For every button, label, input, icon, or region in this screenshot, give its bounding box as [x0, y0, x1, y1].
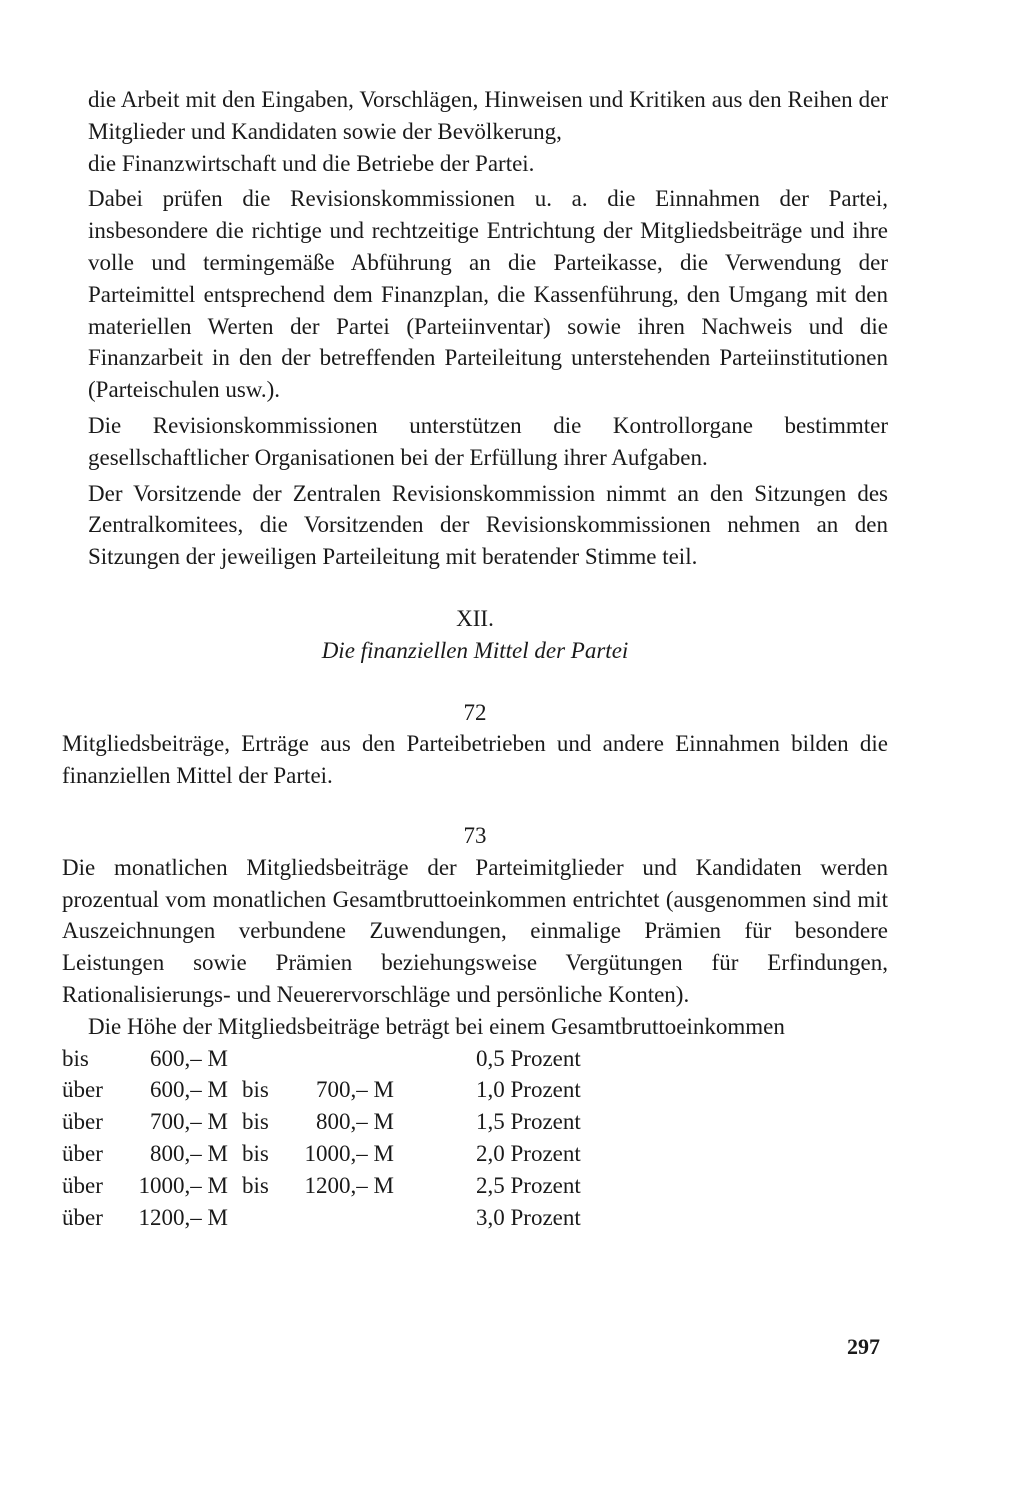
table-row — [62, 1138, 581, 1170]
table-row — [62, 1074, 581, 1106]
fee-from: 700,– M — [150, 1109, 228, 1135]
fee-table — [62, 1043, 581, 1234]
fee-prefix: bis — [62, 1045, 89, 1071]
list-item: die Arbeit mit den Eingaben, Vorschlägen, Hinweisen und Kritiken aus den Reihen der Mitglieder und Kandidaten sowie der Bevölkerung, — [88, 87, 888, 144]
fee-to: 1200,– M — [304, 1172, 394, 1198]
fee-prefix: über — [62, 1109, 103, 1135]
table-row — [62, 1106, 581, 1138]
fee-prefix: über — [62, 1172, 103, 1198]
fee-prefix: über — [62, 1204, 103, 1230]
fee-bis — [234, 1202, 290, 1234]
fee-prefix: über — [62, 1077, 103, 1103]
fee-to — [290, 1043, 394, 1075]
paragraph: Der Vorsitzende der Zentralen Revisionskommission nimmt an den Sitzungen des Zentralkomitees, die Vorsitzenden der Revisionskommissionen nehmen an den Sitzungen der jeweiligen Parteileitung mit beratender Stimme teil. — [88, 480, 888, 570]
paragraph: Die Revisionskommissionen unterstützen die Kontrollorgane bestimmter gesellschaftlicher Organisationen bei der Erfüllung ihrer Aufgaben. — [88, 412, 888, 470]
table-row — [62, 1043, 581, 1075]
paragraph: Die Höhe der Mitgliedsbeiträge beträgt bei einem Gesamtbruttoeinkommen — [88, 1013, 785, 1039]
fee-prefix: über — [62, 1140, 103, 1166]
fee-bis: bis — [242, 1140, 269, 1166]
fee-bis: bis — [242, 1077, 269, 1103]
page-number: 297 — [847, 1334, 880, 1359]
article-text: Die monatlichen Mitgliedsbeiträge der Parteimitglieder und Kandidaten werden prozentual vom monatlichen Gesamtbruttoeinkommen entrichtet (ausgenommen sind mit Auszeichnungen verbundene Zuwendungen, einmalige Prämien für besondere Leistungen sowie Prämien beziehungsweise Vergütungen für Erfindungen, Rationalisierungs- und Neuerervorschläge und persönliche Konten). — [62, 854, 888, 1007]
paragraph: Dabei prüfen die Revisionskommissionen u. a. die Einnahmen der Partei, insbesondere die richtige und rechtzeitige Entrichtung der Mitgliedsbeiträge und ihre volle und termingemäße Abführung an die Parteikasse, die Verwendung der Parteimittel entsprechend dem Finanzplan, die Kassenführung, den Umgang mit den materiellen Werten der Partei (Parteiinventar) sowie ihren Nachweis und die Finanzarbeit in den der betreffenden Parteileitung unterstehenden Parteiinstitutionen (Parteischulen usw.). — [88, 186, 888, 403]
section-number: XII. — [456, 605, 494, 631]
article-number: 73 — [463, 822, 487, 848]
fee-percent: 1,5 Prozent — [476, 1109, 581, 1135]
fee-percent: 2,0 Prozent — [476, 1140, 581, 1166]
fee-percent: 1,0 Prozent — [476, 1077, 581, 1103]
fee-to: 800,– M — [316, 1109, 394, 1135]
fee-percent: 3,0 Prozent — [476, 1204, 581, 1230]
fee-percent: 0,5 Prozent — [476, 1045, 581, 1071]
fee-from: 600,– M — [150, 1045, 228, 1071]
fee-from: 800,– M — [150, 1140, 228, 1166]
fee-percent: 2,5 Prozent — [476, 1172, 581, 1198]
fee-from: 600,– M — [150, 1077, 228, 1103]
fee-bis: bis — [242, 1109, 269, 1135]
fee-from: 1000,– M — [138, 1172, 228, 1198]
article-number: 72 — [463, 699, 487, 725]
text-column — [62, 84, 888, 1233]
fee-to: 1000,– M — [304, 1140, 394, 1166]
article-text: Mitgliedsbeiträge, Erträge aus den Parteibetrieben und andere Einnahmen bilden die finanziellen Mittel der Partei. — [62, 731, 888, 789]
table-row — [62, 1170, 581, 1202]
fee-from: 1200,– M — [138, 1204, 228, 1230]
fee-bis: bis — [242, 1172, 269, 1198]
table-row — [62, 1202, 581, 1234]
list-item: die Finanzwirtschaft und die Betriebe der Partei. — [88, 150, 535, 176]
fee-to: 700,– M — [316, 1077, 394, 1103]
fee-to — [290, 1202, 394, 1234]
section-title: Die finanziellen Mittel der Partei — [321, 637, 629, 663]
fee-bis — [234, 1043, 290, 1075]
intro-list — [62, 84, 888, 179]
